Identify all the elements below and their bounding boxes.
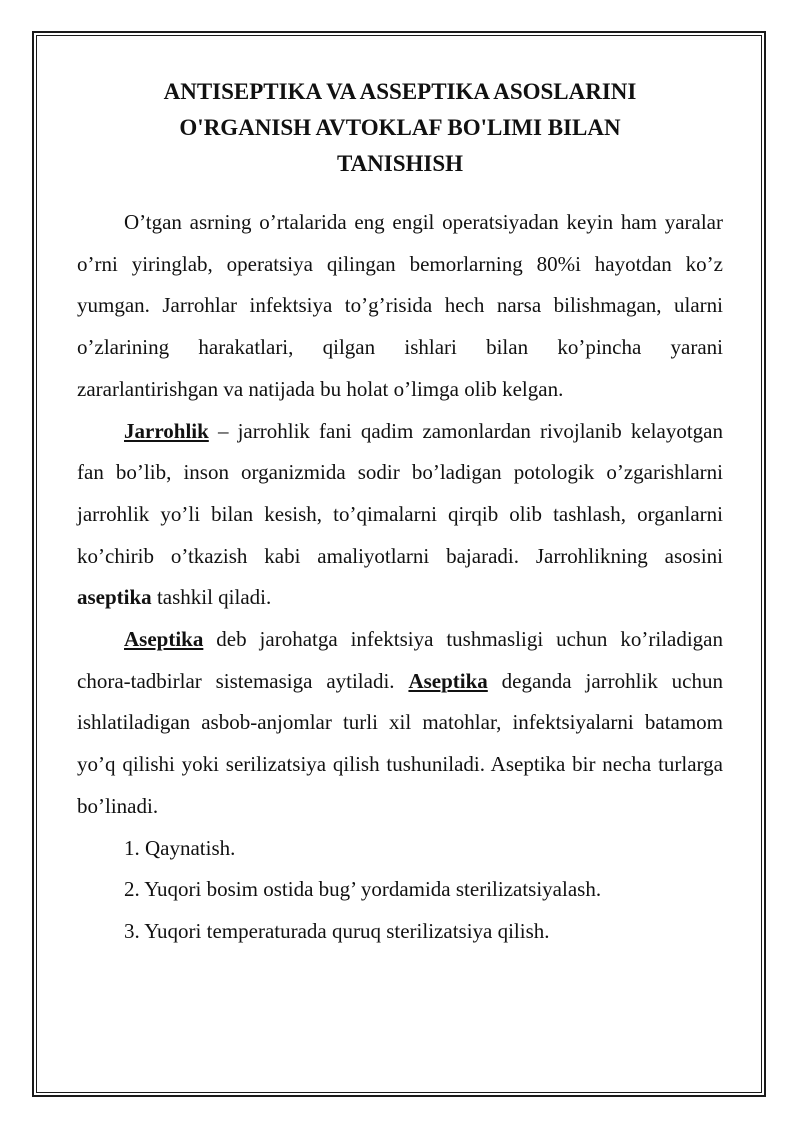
paragraph-jarrohlik-text: – jarrohlik fani qadim zamonlardan rivojlanib kelayotgan fan bo’lib, inson organizmida sodir bo’ladigan potologik o’zgarishlarni jarrohlik yo’li bilan kesish, to’qimalarni qirqib olib tashlash, organlarni ko’chirib o’tkazish kabi amaliyotlarni bajaradi. Jarrohlikning asosini xyxy=(77,418,723,568)
term-jarrohlik: Jarrohlik xyxy=(124,418,209,443)
term-aseptika: Aseptika xyxy=(124,627,204,652)
paragraph-jarrohlik-end: tashkil qiladi. xyxy=(151,585,272,610)
term-aseptika-2: Aseptika xyxy=(408,668,488,693)
bold-word-aseptika: aseptika xyxy=(77,585,152,610)
title-line-1: ANTISEPTIKA VA ASSEPTIKA ASOSLARINI xyxy=(163,79,637,104)
document-body xyxy=(77,202,723,953)
list-item: 1. Qaynatish. xyxy=(124,835,236,860)
paragraph-jarrohlik xyxy=(77,411,723,620)
list-item: 3. Yuqori temperaturada quruq sterilizatsiya qilish. xyxy=(124,918,550,943)
document-title xyxy=(77,74,723,182)
title-line-3: TANISHISH xyxy=(336,151,464,176)
paragraph-intro: O’tgan asrning o’rtalarida eng engil operatsiyadan keyin ham yaralar o’rni yiringlab, operatsiya qilingan bemorlarning 80%i hayotdan ko’z yumgan. Jarrohlar infektsiya to’g’risida hech narsa bilishmagan, ularni o’zlarining harakatlari, qilgan ishlari bilan ko’pincha yarani zararlantirishgan va natijada bu holat o’limga olib kelgan. xyxy=(77,210,723,401)
list-item: 2. Yuqori bosim ostida bug’ yordamida sterilizatsiyalash. xyxy=(124,877,602,902)
paragraph-aseptika-text: deb jarohatga infektsiya tushmasligi uchun ko’riladigan chora-tadbirlar sistemasiga aytiladi. xyxy=(77,627,723,693)
document-content xyxy=(77,74,723,953)
title-line-2: O'RGANISH AVTOKLAF BO'LIMI BILAN xyxy=(179,115,621,140)
paragraph-aseptika-end: deganda jarrohlik uchun ishlatiladigan asbob-anjomlar turli xil matohlar, infektsiyalarni batamom yo’q qilishi yoki serilizatsiya qilish tushuniladi. Aseptika bir necha turlarga bo’linadi. xyxy=(77,668,724,818)
paragraph-aseptika xyxy=(77,619,723,828)
